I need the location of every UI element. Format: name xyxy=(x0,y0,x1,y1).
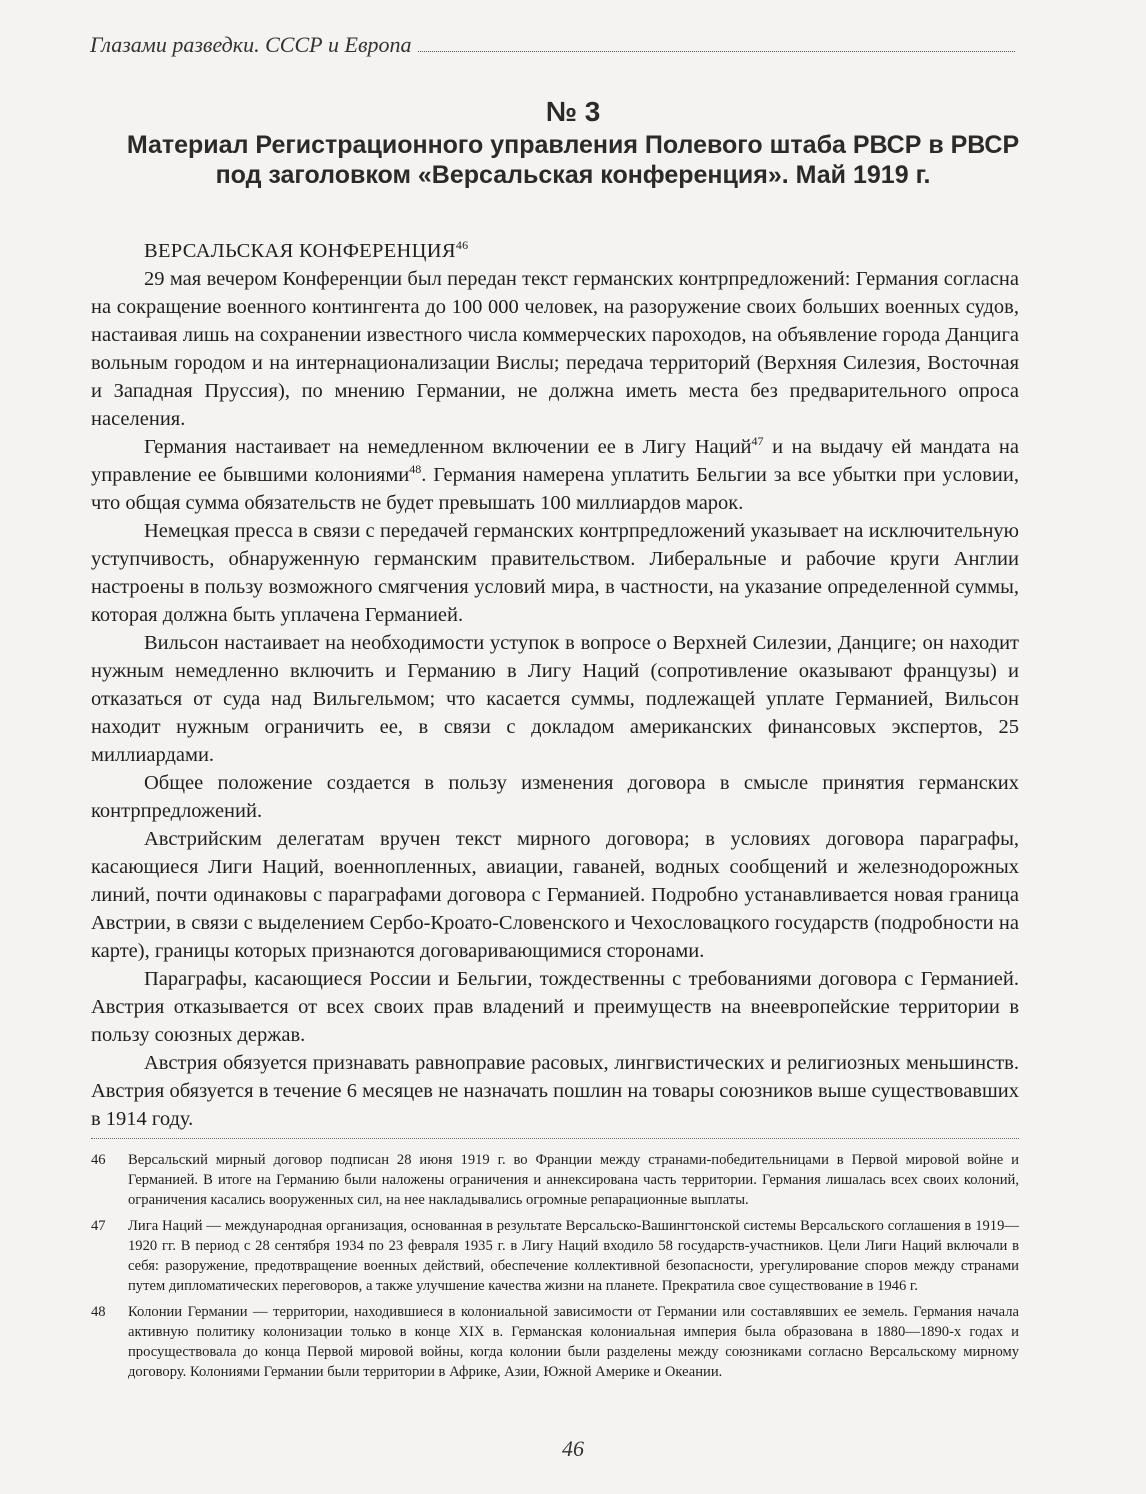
page-number: 46 xyxy=(562,1436,584,1461)
footnote-ref-46[interactable]: 46 xyxy=(455,238,469,253)
running-header xyxy=(90,28,1015,58)
paragraph xyxy=(91,433,1019,517)
paragraph-part: Германия настаивает на немедленном включении ее в Лигу Наций xyxy=(144,436,752,458)
footnote-number: 46 xyxy=(91,1152,106,1168)
footnote-text: Версальский мирный договор подписан 28 июня 1919 г. во Франции между странами-победительницами в Первой мировой войне и Германией. В итоге на Германию были наложены ограничения и аннексирована часть территории. Германия лишалась всех своих колоний, ограничения касались вооруженных сил, на нее накладывались огромные репарационные выплаты. xyxy=(128,1152,1019,1208)
footnote-48 xyxy=(91,1302,1019,1382)
footnote-47 xyxy=(91,1216,1019,1296)
section-heading-text: ВЕРСАЛЬСКАЯ КОНФЕРЕНЦИЯ xyxy=(144,240,456,262)
title-line: под заголовком «Версальская конференция». Май 1919 г. xyxy=(215,161,931,189)
section-heading xyxy=(144,237,1019,265)
document-body xyxy=(91,237,1019,1133)
paragraph: Австрийским делегатам вручен текст мирного договора; в условиях договора параграфы, касающиеся Лиги Наций, военнопленных, авиации, гаваней, водных сообщений и железнодорожных линий, почти одинаковы с параграфами договора с Германией. Подробно устанавливается новая граница Австрии, в связи с выделением Сербо-Кроато-Словенского и Чехословацкого государств (подробности на карте), границы которых признаются договаривающимися сторонами. xyxy=(91,828,1019,962)
footnote-number: 47 xyxy=(91,1218,106,1234)
footnote-ref-47[interactable]: 47 xyxy=(751,434,764,449)
footnote-text: Колонии Германии — территории, находившиеся в колониальной зависимости от Германии или составлявших ее земель. Германия начала активную политику колонизации только в конце XIX в. Германская колониальная империя была образована в 1880—1890-х годах и просуществовала до конца Первой мировой войны, когда колонии были разделены между союзниками согласно Версальскому мирному договору. Колониями Германии были территории в Африке, Азии, Южной Америке и Океании. xyxy=(128,1304,1019,1380)
paragraph: Немецкая пресса в связи с передачей германских контрпредложений указывает на исключительную уступчивость, обнаруженную германским правительством. Либеральные и рабочие круги Англии настроены в пользу возможного смягчения условий мира, в частности, на указание определенной суммы, которая должна быть уплачена Германией. xyxy=(91,520,1019,626)
paragraph-part: . Германия намерена уплатить Бельгии за все убытки при условии, что общая сумма обязательств не будет превышать 100 миллиардов марок. xyxy=(91,464,1019,514)
footnote-text: Лига Наций — международная организация, основанная в результате Версальско-Вашингтонской системы Версальского соглашения в 1919—1920 гг. В период с 28 сентября 1934 по 23 февраля 1935 г. в Лигу Наций входило 58 государств-участников. Цели Лиги Наций включали в себя: разоружение, предотвращение военных действий, обеспечение коллективной безопасности, урегулирование споров между странами путем дипломатических переговоров, а также улучшение качества жизни на планете. Прекратила свое существование в 1946 г. xyxy=(128,1218,1019,1294)
running-head-title: Глазами разведки. СССР и Европа xyxy=(90,32,412,57)
footnote-separator xyxy=(91,1138,1019,1139)
footnote-46 xyxy=(91,1150,1019,1210)
paragraph: Вильсон настаивает на необходимости уступок в вопросе о Верхней Силезии, Данциге; он находит нужным немедленно включить и Германию в Лигу Наций (сопротивление оказывают французы) и отказаться от суда над Вильгельмом; что касается суммы, подлежащей уплате Германией, Вильсон находит нужным ограничить ее, в связи с докладом американских финансовых экспертов, 25 миллиардами. xyxy=(91,632,1019,766)
paragraph: 29 мая вечером Конференции был передан текст германских контрпредложений: Германия согласна на сокращение военного контингента до 100 000 человек, на разоружение своих больших военных судов, настаивая лишь на сохранении известного числа коммерческих пароходов, на объявление города Данцига вольным городом и на интернационализации Вислы; передача территорий (Верхняя Силезия, Восточная и Западная Пруссия), по мнению Германии, не должна иметь места без предварительного опроса населения. xyxy=(91,268,1019,430)
footnote-ref-48[interactable]: 48 xyxy=(409,462,422,477)
document-title xyxy=(110,130,1036,190)
paragraph: Параграфы, касающиеся России и Бельгии, тождественны с требованиями договора с Германией. Австрия отказывается от всех своих прав владений и преимуществ на внеевропейские территории в пользу союзных держав. xyxy=(91,968,1019,1046)
footnotes xyxy=(91,1150,1019,1388)
paragraph: Австрия обязуется признавать равноправие расовых, лингвистических и религиозных меньшинств. Австрия обязуется в течение 6 месяцев не назначать пошлин на товары союзников выше существовавших в 1914 году. xyxy=(91,1052,1019,1130)
paragraph: Общее положение создается в пользу изменения договора в смысле принятия германских контрпредложений. xyxy=(91,772,1019,822)
paragraph-part: и на выдачу ей мандата на управление ее бывшими колониями xyxy=(91,436,1019,486)
document-number: № 3 xyxy=(545,96,601,127)
header-dotted-rule xyxy=(418,51,1015,52)
title-line: Материал Регистрационного управления Полевого штаба РВСР в РВСР xyxy=(126,131,1020,159)
footnote-number: 48 xyxy=(91,1304,106,1320)
